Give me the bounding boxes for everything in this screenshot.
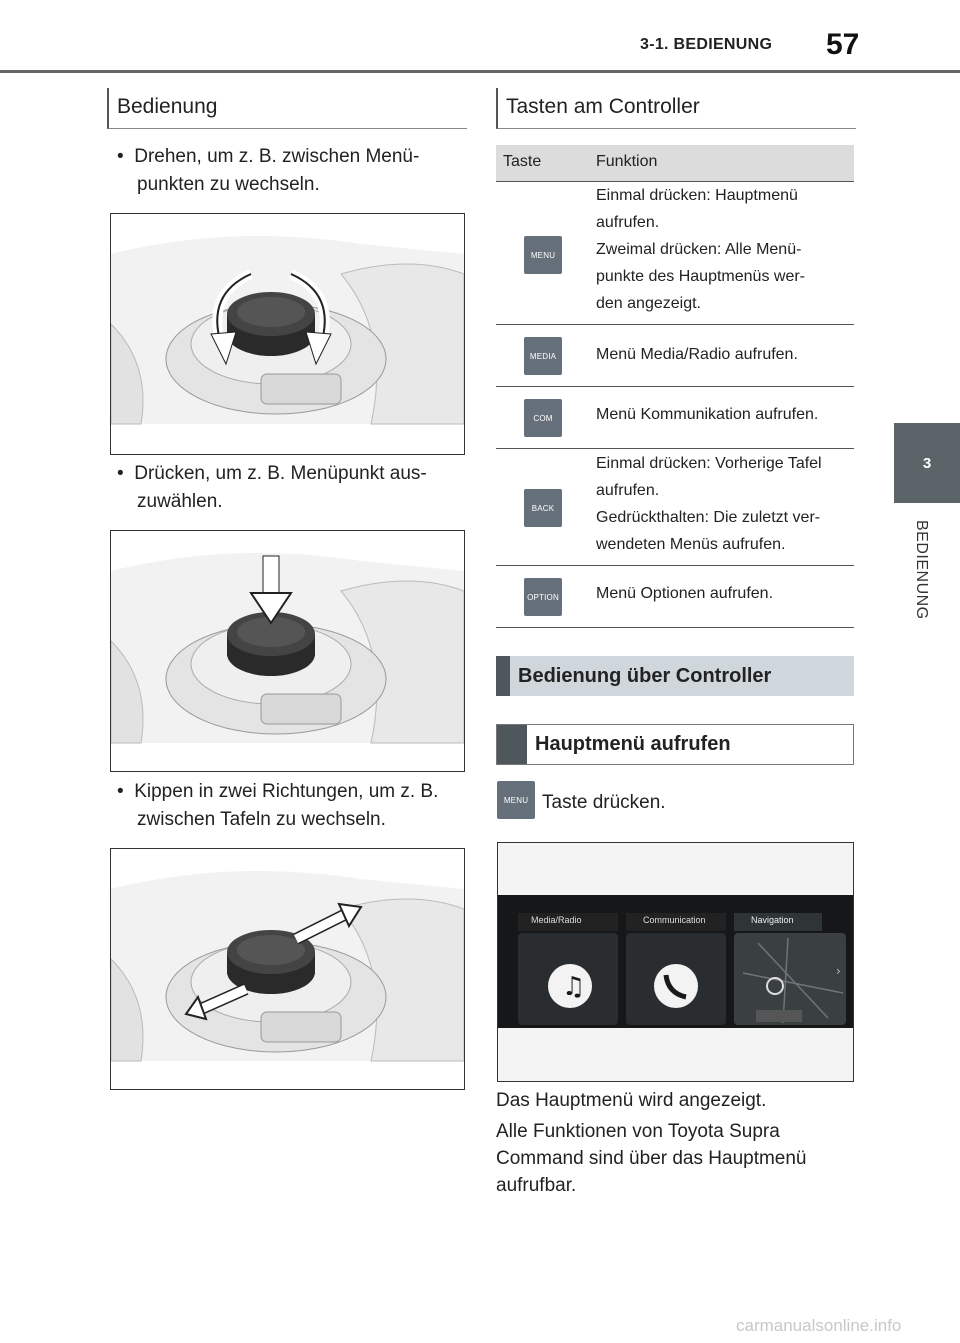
band-marker (497, 725, 527, 764)
bullet-mark: • (117, 781, 124, 802)
figure-controller-rotate (110, 213, 465, 455)
band-bedienung-controller: Bedienung über Controller (496, 656, 854, 696)
bullet-tilt: • Kippen in zwei Richtungen, um z. B. zwischen Tafeln zu wechseln. (117, 781, 439, 830)
row-description: Menü Media/Radio aufrufen. (596, 346, 798, 363)
bullet-rotate: • Drehen, um z. B. zwischen Menü- punkten zu wechseln. (117, 146, 420, 195)
bullet-mark: • (117, 463, 124, 484)
heading-tasten: Tasten am Controller (496, 88, 856, 129)
screen-tab-communication: Communication (643, 915, 706, 925)
figure-main-menu (497, 842, 854, 1082)
option-key-icon: OPTION (524, 578, 562, 616)
table-row (496, 449, 854, 566)
figure-controller-press (110, 530, 465, 772)
header-divider (0, 70, 960, 73)
com-key-icon: COM (524, 399, 562, 437)
result-text: Das Hauptmenü wird angezeigt. (496, 1090, 767, 1111)
table-header-funktion: Funktion (596, 153, 658, 170)
svg-text:›: › (836, 964, 841, 978)
band-hauptmenue (496, 724, 854, 765)
screen-tab-media: Media/Radio (531, 915, 582, 925)
watermark: carmanualsonline.info (736, 1316, 902, 1335)
media-key-icon: MEDIA (524, 337, 562, 375)
row-description: Menü Kommunikation aufrufen. (596, 406, 819, 423)
table-row (496, 566, 854, 628)
screen-tab-navigation: Navigation (751, 915, 794, 925)
press-instruction: Taste drücken. (542, 792, 666, 813)
chapter-tab-label: BEDIENUNG (913, 520, 930, 620)
chapter-tab-number: 3 (894, 423, 960, 503)
info-text: Alle Funktionen von Toyota Supra Command sind über das Hauptmenü aufrufbar. (496, 1121, 807, 1196)
heading-bedienung: Bedienung (107, 88, 467, 129)
section-title: 3-1. BEDIENUNG (640, 36, 773, 53)
menu-key-icon: MENU (524, 236, 562, 274)
back-key-icon: BACK (524, 489, 562, 527)
page-number: 57 (826, 28, 860, 61)
row-description: Menü Optionen aufrufen. (596, 585, 774, 602)
row-description: Einmal drücken: Hauptmenü aufrufen. Zweimal drücken: Alle Menü- punkte des Hauptmenüs wer- den angezeigt. (596, 187, 805, 312)
bullet-mark: • (117, 146, 124, 167)
table-row (496, 387, 854, 449)
table-header (496, 145, 854, 182)
svg-text:♫: ♫ (562, 972, 586, 1002)
menu-key-icon: MENU (497, 781, 535, 819)
table-header-taste: Taste (503, 153, 542, 170)
band-hauptmenue-label: Hauptmenü aufrufen (535, 733, 731, 755)
row-description: Einmal drücken: Vorherige Tafel aufrufen. Gedrückthalten: Die zuletzt ver- wendeten Menüs aufrufen. (596, 455, 822, 553)
table-row (496, 325, 854, 387)
table-row (496, 182, 854, 325)
figure-controller-tilt (110, 848, 465, 1090)
bullet-press: • Drücken, um z. B. Menüpunkt aus- zuwählen. (117, 463, 427, 512)
